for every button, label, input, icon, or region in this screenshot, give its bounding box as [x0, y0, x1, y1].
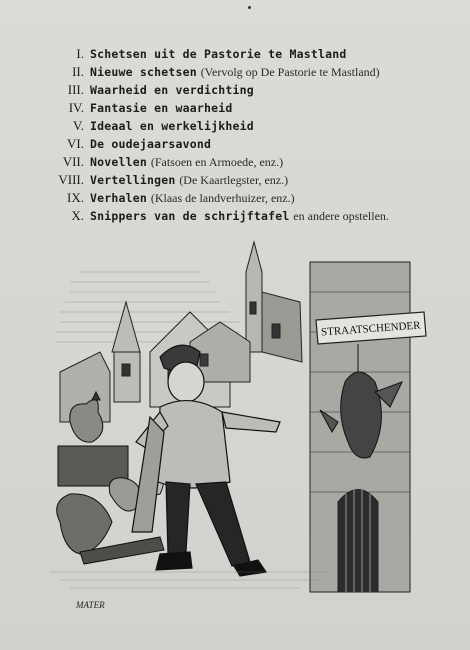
church-tower — [246, 242, 302, 362]
sign-text: STRAATSCHENDER — [320, 319, 421, 339]
toc-numeral: VII. — [62, 154, 84, 169]
toc-title: Fantasie en waarheid — [90, 101, 233, 115]
toc-numeral: X. — [71, 208, 84, 223]
toc-title: Snippers van de schrijftafel — [90, 209, 290, 223]
toc-subtitle: (Vervolg op De Pastorie te Mastland) — [200, 65, 380, 79]
toc-numeral: IV. — [68, 100, 84, 115]
toc-title: De oudejaarsavond — [90, 137, 212, 151]
toc-title: Novellen — [90, 155, 147, 169]
spire-building — [112, 302, 140, 402]
toc-subtitle: (De Kaartlegster, enz.) — [179, 173, 289, 187]
toc-numeral: II. — [72, 64, 84, 79]
scan-speck — [248, 6, 251, 9]
toc-subtitle: (Klaas de landverhuizer, enz.) — [150, 191, 295, 205]
toc-title: Verhalen — [90, 191, 147, 205]
toc-subtitle: en andere opstellen. — [293, 209, 389, 223]
toc-numeral: V. — [73, 118, 84, 133]
artist-signature: MATER — [76, 600, 105, 610]
toc-title: Ideaal en werkelijkheid — [90, 119, 254, 133]
toc-title: Nieuwe schetsen — [90, 65, 197, 79]
toc-title: Waarheid en verdichting — [90, 83, 254, 97]
toc-subtitle: (Fatsoen en Armoede, enz.) — [150, 155, 284, 169]
toc-numeral: IX. — [67, 190, 84, 205]
toc-numeral: III. — [67, 82, 84, 97]
engraving-illustration — [40, 232, 432, 616]
toc-title: Schetsen uit de Pastorie te Mastland — [90, 47, 347, 61]
ground-hatching — [50, 572, 330, 588]
toc-numeral: VIII. — [58, 172, 84, 187]
toc-numeral: VI. — [67, 136, 84, 151]
toc-title: Vertellingen — [90, 173, 176, 187]
toc-numeral: I. — [76, 46, 84, 61]
